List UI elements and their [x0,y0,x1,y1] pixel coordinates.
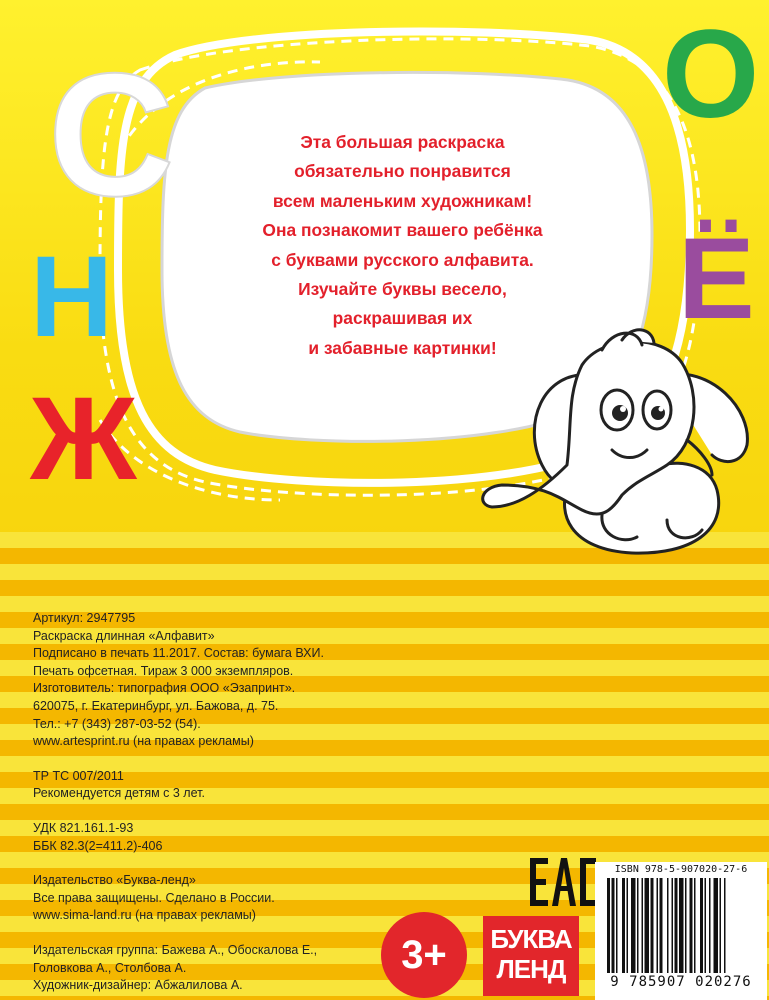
barcode-digits: 9 785907 020276 [610,974,752,990]
info-line: ТР ТС 007/2011 [33,768,124,783]
info-line: Изготовитель: типография ООО «Эзапринт». [33,681,296,696]
eac-mark-icon [528,856,598,908]
promo-line: и забавные картинки! [308,337,497,358]
info-line: УДК 821.161.1-93 [33,820,134,835]
promo-line: раскрашивая их [332,308,473,329]
age-rating-badge: 3+ [381,912,467,998]
letter-s-outline: С [48,38,175,233]
info-line: 620075, г. Екатеринбург, ул. Бажова, д. 75. [33,698,279,713]
letter-zh-red: Ж [30,373,137,505]
promo-line: обязательно понравится [294,161,511,182]
info-line: Художник-дизайнер: Абжалилова А. [33,978,243,993]
bukva-lend-logo [483,916,579,996]
elephant-illustration-icon [462,315,762,560]
info-line: Тел.: +7 (343) 287-03-52 (54). [33,716,201,731]
info-line: www.artesprint.ru (на правах рекламы) [33,734,254,749]
info-line: Рекомендуется детям с 3 лет. [33,786,205,801]
info-line: Печать офсетная. Тираж 3 000 экземпляров. [33,663,294,678]
info-line: www.sima-land.ru (на правах рекламы) [33,908,256,923]
logo-line-1: БУКВА [490,924,572,954]
info-line: Раскраска длинная «Алфавит» [33,628,215,643]
barcode-icon [603,878,763,973]
info-line: Артикул: 2947795 [33,611,136,625]
info-line: Подписано в печать 11.2017. Состав: бумага ВХИ. [33,646,324,661]
info-line: Издательство «Буква-ленд» [33,873,196,888]
promo-line: Эта большая раскраска [300,132,505,152]
promo-line: Она познакомит вашего ребёнка [262,220,543,241]
info-line: ББК 82.3(2=411.2)-406 [33,838,163,853]
letter-n-blue: Н [30,233,114,361]
info-line: Все права защищены. Сделано в России. [33,890,275,905]
letter-yo-purple: Ё [678,215,755,343]
info-line: Головкова А., Столбова А. [33,960,187,975]
letter-o-green: О [662,5,760,144]
promo-line: всем маленьким художникам! [272,190,533,211]
promo-line: с буквами русского алфавита. [271,249,534,270]
info-line: Издательская группа: Бажева А., Обоскалова Е., [33,942,318,957]
promo-line: Изучайте буквы весело, [298,279,507,300]
logo-line-2: ЛЕНД [496,954,566,984]
barcode-panel [595,862,767,1000]
isbn-text: ISBN 978-5-907020-27-6 [614,864,748,875]
